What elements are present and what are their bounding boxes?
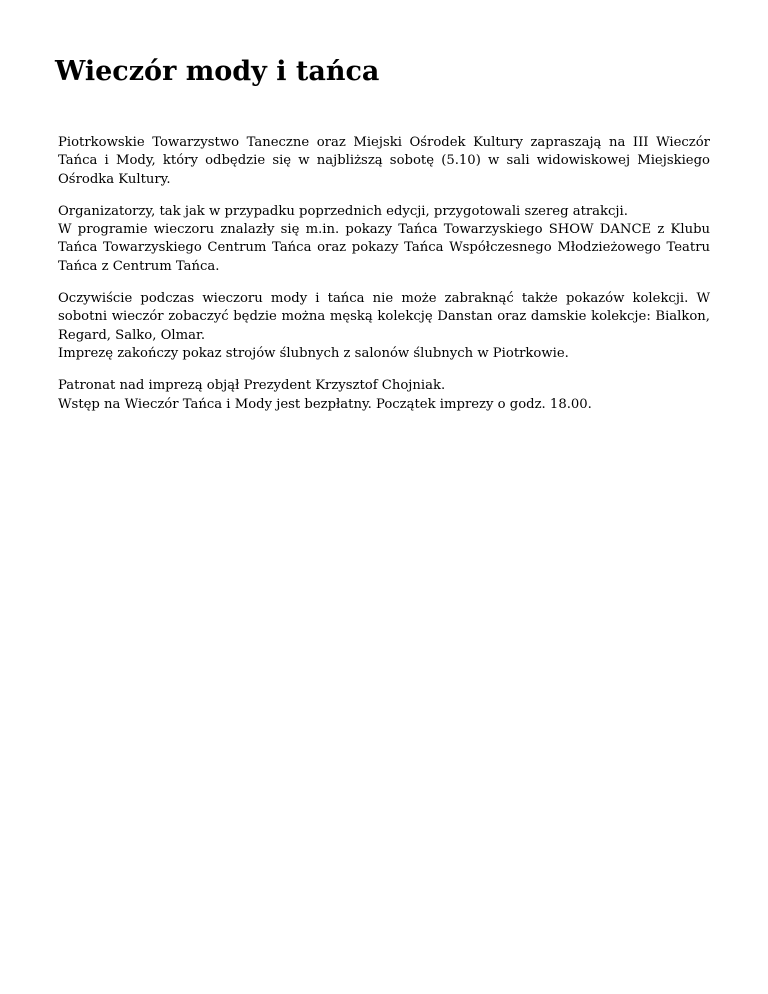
invitation-text: Piotrkowskie Towarzystwo Taneczne oraz Miejski Ośrodek Kultury zapraszają na III Wieczór Tańca i Mody, który odbędzie się w najbliższą sobotę (5.10) w sali widowiskowej Miejskiego Ośrodka Kultury.	[58, 135, 710, 187]
program-text: W programie wieczoru znalazły się m.in. pokazy Tańca Towarzyskiego SHOW DANCE z Klubu Tańca Towarzyskiego Centrum Tańca oraz pokazy Tańca Współczesnego Młodzieżowego Teatru Tańca z Centrum Tańca.	[58, 222, 710, 274]
attractions-text: Organizatorzy, tak jak w przypadku poprzednich edycji, przygotowali szereg atrakcji.	[58, 203, 628, 219]
paragraph-invitation	[58, 134, 710, 189]
page-title: Wieczór mody i tańca	[55, 56, 380, 87]
paragraph-program	[58, 203, 710, 276]
collections-text: Oczywiście podczas wieczoru mody i tańca nie może zabraknąć także pokazów kolekcji. W sobotni wieczór zobaczyć będzie można męską kolekcję Danstan oraz damskie kolekcje: Bialkon, Regard, Salko, Olmar.	[58, 291, 710, 343]
paragraph-collections	[58, 290, 710, 363]
article-body	[58, 134, 710, 428]
paragraph-info	[58, 377, 710, 414]
patronage-text: Patronat nad imprezą objął Prezydent Krzysztof Chojniak.	[58, 378, 446, 394]
wedding-show-text: Imprezę zakończy pokaz strojów ślubnych z salonów ślubnych w Piotrkowie.	[58, 345, 569, 361]
entry-info-text: Wstęp na Wieczór Tańca i Mody jest bezpłatny. Początek imprezy o godz. 18.00.	[58, 396, 592, 412]
